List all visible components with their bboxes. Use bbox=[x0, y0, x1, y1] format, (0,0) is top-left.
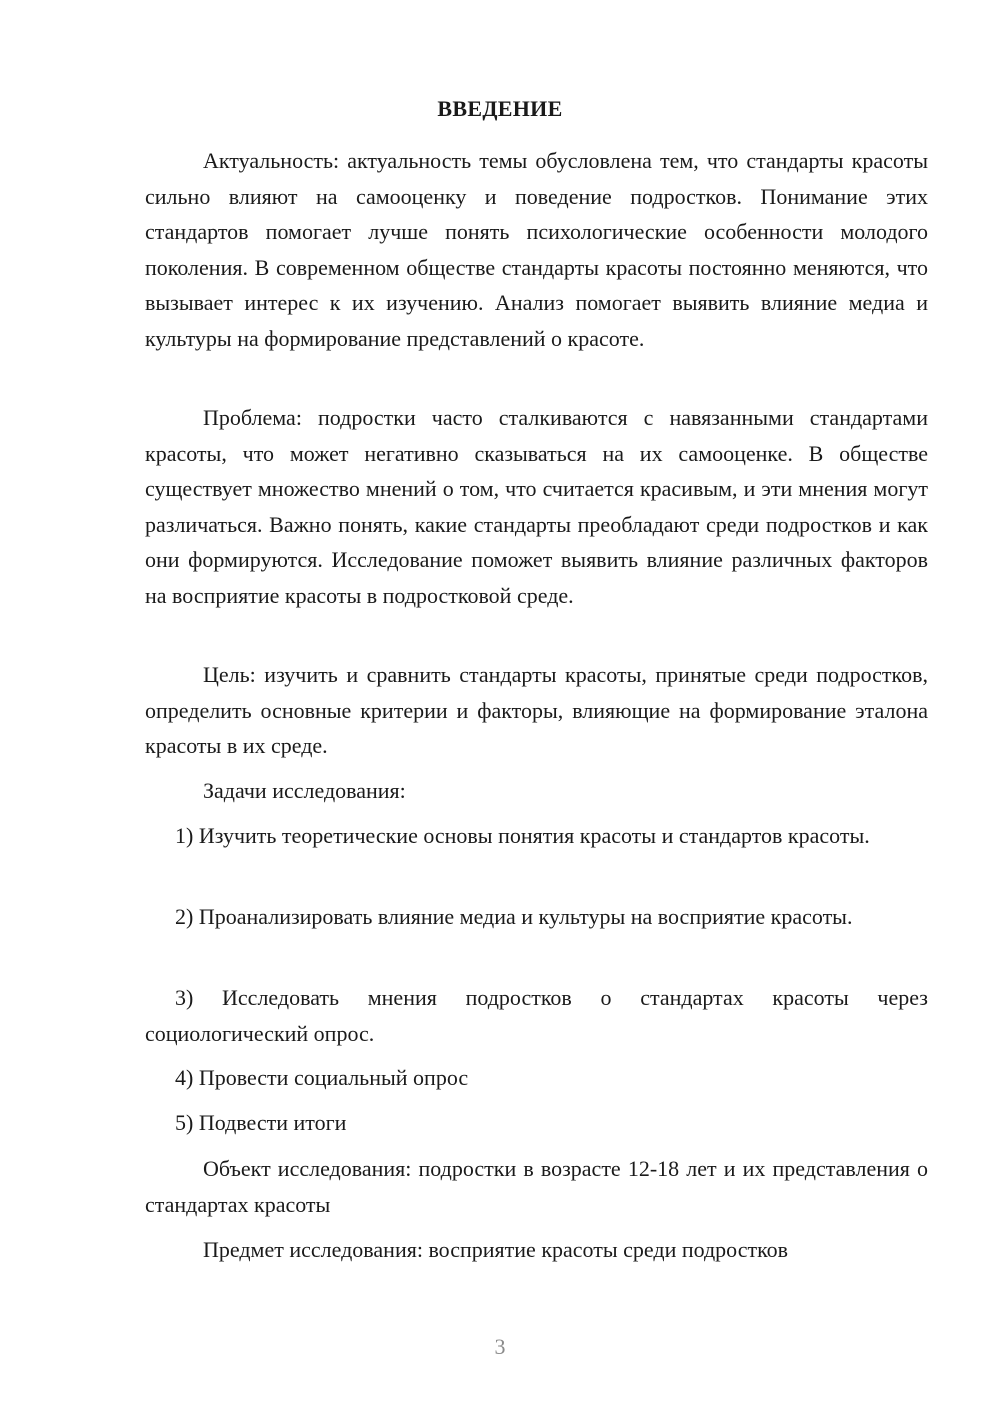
task-item-2: 2) Проанализировать влияние медиа и культуры на восприятие красоты. bbox=[175, 904, 853, 929]
paragraph-subject: Предмет исследования: восприятие красоты среди подростков bbox=[203, 1237, 789, 1262]
page-title: ВВЕДЕНИЕ bbox=[437, 96, 563, 121]
page-number: 3 bbox=[494, 1334, 506, 1359]
task-item-3: 3) Исследовать мнения подростков о стандартах красоты через социологический опрос. bbox=[145, 985, 928, 1046]
tasks-heading: Задачи исследования: bbox=[203, 778, 406, 803]
paragraph-relevance: Актуальность: актуальность темы обусловлена тем, что стандарты красоты сильно влияют на самооценку и поведение подростков. Понимание этих стандартов помогает лучше понять психологические особенности молодого поколения. В современном обществе стандарты красоты постоянно меняются, что вызывает интерес к их изучению. Анализ помогает выявить влияние медиа и культуры на формирование представлений о красоте. bbox=[145, 148, 928, 351]
task-item-4: 4) Провести социальный опрос bbox=[175, 1065, 469, 1090]
paragraph-object: Объект исследования: подростки в возрасте 12-18 лет и их представления о стандартах красоты bbox=[145, 1156, 928, 1217]
task-item-5: 5) Подвести итоги bbox=[175, 1110, 347, 1135]
task-item-1: 1) Изучить теоретические основы понятия красоты и стандартов красоты. bbox=[175, 823, 870, 848]
paragraph-problem: Проблема: подростки часто сталкиваются с навязанными стандартами красоты, что может негативно сказываться на их самооценке. В обществе существует множество мнений о том, что считается красивым, и эти мнения могут различаться. Важно понять, какие стандарты преобладают среди подростков и как они формируются. Исследование поможет выявить влияние различных факторов на восприятие красоты в подростковой среде. bbox=[145, 405, 928, 608]
paragraph-goal: Цель: изучить и сравнить стандарты красоты, принятые среди подростков, определить основные критерии и факторы, влияющие на формирование эталона красоты в их среде. bbox=[145, 662, 928, 758]
